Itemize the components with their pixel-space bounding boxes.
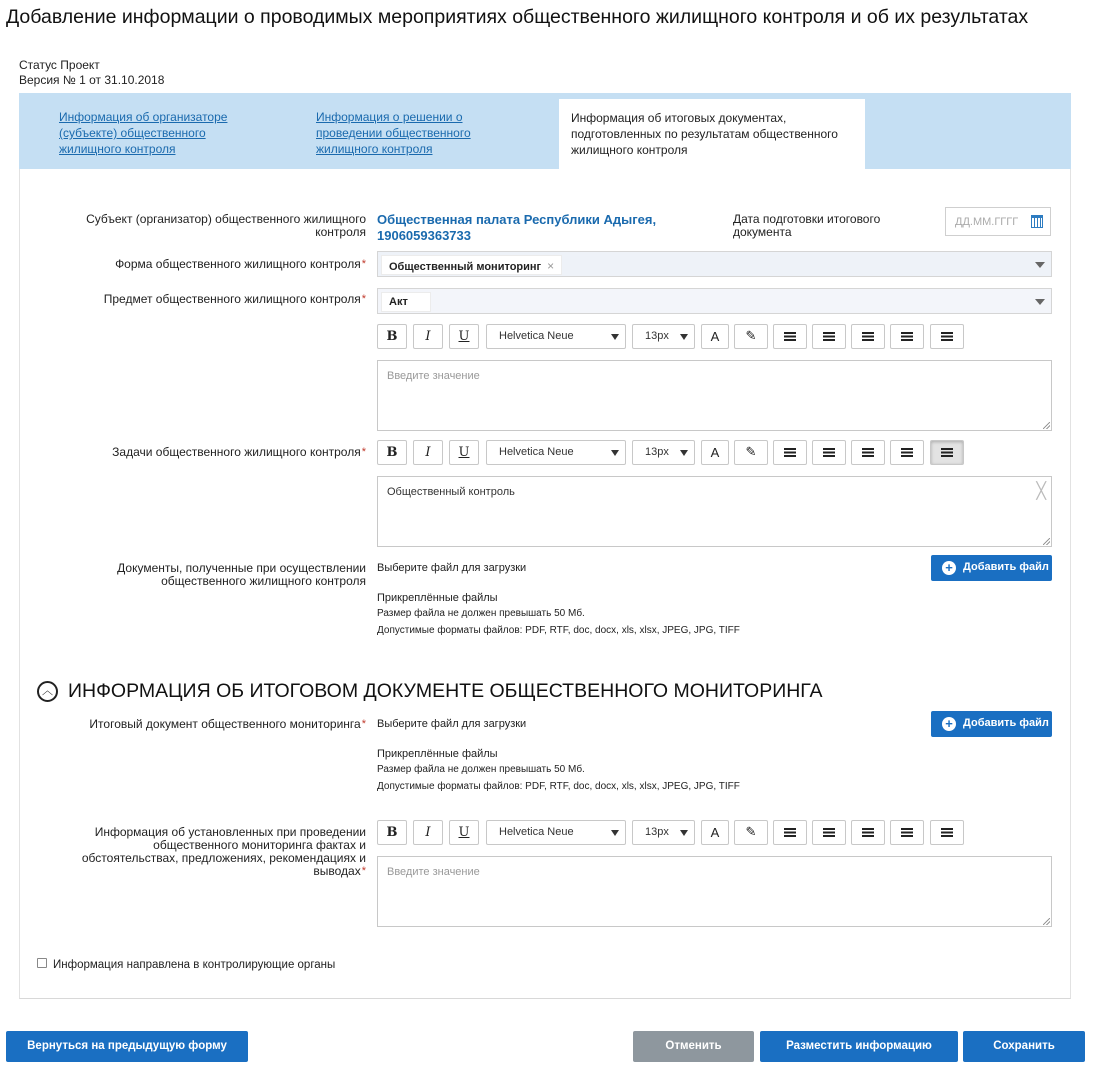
eraser-icon: ✎ xyxy=(745,445,757,460)
size-limit-note: Размер файла не должен превышать 50 Мб. xyxy=(377,764,585,775)
italic-button[interactable]: I xyxy=(413,820,443,845)
page-title: Добавление информации о проводимых мероприятиях общественного жилищного контроля и об их результатах xyxy=(6,6,1029,28)
chevron-down-icon xyxy=(611,450,619,456)
align-left-button[interactable] xyxy=(851,820,885,845)
align-right-button[interactable] xyxy=(930,324,964,349)
bullet-list-button[interactable] xyxy=(812,324,846,349)
chevron-down-icon[interactable] xyxy=(1035,262,1045,268)
bullet-list-icon xyxy=(823,332,835,341)
clear-icon[interactable]: ╳ xyxy=(1036,483,1046,500)
eraser-icon: ✎ xyxy=(745,329,757,344)
align-center-icon xyxy=(901,332,913,341)
bold-button[interactable]: B xyxy=(377,324,407,349)
font-family-select[interactable]: Helvetica Neue xyxy=(486,440,626,465)
ordered-list-button[interactable] xyxy=(773,440,807,465)
ordered-list-icon xyxy=(784,828,796,837)
underline-button[interactable]: U xyxy=(449,324,479,349)
font-family-select[interactable]: Helvetica Neue xyxy=(486,820,626,845)
subject-matter-select[interactable] xyxy=(377,288,1052,314)
bullet-list-button[interactable] xyxy=(812,820,846,845)
eraser-button[interactable] xyxy=(734,820,768,845)
subject-label: Субъект (организатор) общественного жилищного контроля xyxy=(86,212,366,239)
align-center-icon xyxy=(901,828,913,837)
bullet-list-icon xyxy=(823,828,835,837)
status-block xyxy=(19,58,164,88)
eraser-icon: ✎ xyxy=(745,825,757,840)
bold-button[interactable]: B xyxy=(377,440,407,465)
font-color-button[interactable]: A xyxy=(701,440,729,465)
facts-label: Информация об установленных при проведении общественного мониторинга фактах и обстоятельствах, предложениях, рекомендациях и выводах* xyxy=(81,825,366,878)
align-center-button[interactable] xyxy=(890,820,924,845)
tasks-text: Общественный контроль xyxy=(387,486,515,498)
final-doc-label: Итоговый документ общественного мониторинга* xyxy=(89,717,366,731)
form-label: Форма общественного жилищного контроля* xyxy=(115,257,366,271)
font-family-select[interactable]: Helvetica Neue xyxy=(486,324,626,349)
italic-button[interactable]: I xyxy=(413,440,443,465)
ordered-list-icon xyxy=(784,332,796,341)
tasks-textarea[interactable] xyxy=(377,476,1052,547)
ordered-list-button[interactable] xyxy=(773,324,807,349)
choose-file-text: Выберите файл для загрузки xyxy=(377,718,527,730)
bullet-list-button[interactable] xyxy=(812,440,846,465)
required-mark: * xyxy=(361,865,366,877)
bold-button[interactable]: B xyxy=(377,820,407,845)
align-left-icon xyxy=(862,828,874,837)
align-right-button[interactable] xyxy=(930,440,964,465)
date-label: Дата подготовки итогового документа xyxy=(733,212,881,239)
underline-button[interactable]: U xyxy=(449,820,479,845)
align-right-icon xyxy=(941,448,953,457)
italic-button[interactable]: I xyxy=(413,324,443,349)
add-file-button[interactable]: + Добавить файл xyxy=(931,711,1052,737)
subject-value: Общественная палата Республики Адыгея, 1906059363733 xyxy=(377,212,657,243)
textarea-placeholder: Введите значение xyxy=(387,866,480,878)
subject-matter-label: Предмет общественного жилищного контроля* xyxy=(103,292,366,306)
font-color-button[interactable]: A xyxy=(701,324,729,349)
align-left-icon xyxy=(862,448,874,457)
ordered-list-icon xyxy=(784,448,796,457)
editor-toolbar xyxy=(377,820,1052,846)
tab-organizer-info[interactable]: Информация об организаторе (субъекте) общественного жилищного контроля xyxy=(59,110,228,156)
font-color-button[interactable]: A xyxy=(701,820,729,845)
chevron-down-icon xyxy=(611,334,619,340)
align-left-icon xyxy=(862,332,874,341)
formats-note: Допустимые форматы файлов: PDF, RTF, doc, docx, xls, xlsx, JPEG, JPG, TIFF xyxy=(377,625,740,636)
resize-handle[interactable] xyxy=(1043,538,1050,545)
status-text: Статус Проект xyxy=(19,58,100,72)
align-center-icon xyxy=(901,448,913,457)
choose-file-text: Выберите файл для загрузки xyxy=(377,562,527,574)
required-mark: * xyxy=(361,258,366,270)
plus-icon: + xyxy=(942,561,956,575)
align-center-button[interactable] xyxy=(890,324,924,349)
required-mark: * xyxy=(361,718,366,730)
attached-files-label: Прикреплённые файлы xyxy=(377,748,498,760)
chevron-down-icon xyxy=(680,830,688,836)
align-right-button[interactable] xyxy=(930,820,964,845)
tab-final-documents[interactable]: Информация об итоговых документах, подготовленных по результатам общественного жилищного контроля xyxy=(559,99,865,170)
tasks-label: Задачи общественного жилищного контроля* xyxy=(112,445,366,459)
attached-files-label: Прикреплённые файлы xyxy=(377,592,498,604)
size-limit-note: Размер файла не должен превышать 50 Мб. xyxy=(377,608,585,619)
resize-handle[interactable] xyxy=(1043,422,1050,429)
bullet-list-icon xyxy=(823,448,835,457)
editor-toolbar xyxy=(377,440,1052,466)
collapse-icon[interactable]: ︿ xyxy=(37,681,58,702)
selected-tag: Общественный мониторинг × xyxy=(381,255,562,275)
back-button[interactable]: Вернуться на предыдущую форму xyxy=(6,1031,248,1062)
chevron-down-icon xyxy=(680,334,688,340)
selected-value: Акт xyxy=(381,292,431,312)
font-size-select[interactable]: 13px xyxy=(632,820,695,845)
documents-label: Документы, полученные при осуществлении общественного жилищного контроля xyxy=(117,561,366,588)
subject-matter-textarea[interactable] xyxy=(377,360,1052,431)
chevron-down-icon xyxy=(680,450,688,456)
sent-to-authorities-label[interactable]: Информация направлена в контролирующие органы xyxy=(53,959,336,971)
facts-textarea[interactable] xyxy=(377,856,1052,927)
formats-note: Допустимые форматы файлов: PDF, RTF, doc, docx, xls, xlsx, JPEG, JPG, TIFF xyxy=(377,781,740,792)
eraser-button[interactable] xyxy=(734,324,768,349)
date-placeholder: ДД.ММ.ГГГГ xyxy=(955,216,1019,228)
save-button[interactable]: Сохранить xyxy=(963,1031,1085,1062)
textarea-placeholder: Введите значение xyxy=(387,370,480,382)
font-size-select[interactable]: 13px xyxy=(632,324,695,349)
calendar-icon[interactable] xyxy=(1031,215,1043,228)
remove-tag-icon[interactable]: × xyxy=(547,259,555,273)
section-title: ИНФОРМАЦИЯ ОБ ИТОГОВОМ ДОКУМЕНТЕ ОБЩЕСТВЕННОГО МОНИТОРИНГА xyxy=(68,680,823,702)
editor-toolbar xyxy=(377,324,1052,350)
tab-decision-info[interactable]: Информация о решении о проведении общественного жилищного контроля xyxy=(316,110,471,156)
date-input[interactable] xyxy=(945,207,1051,236)
sent-to-authorities-checkbox[interactable] xyxy=(37,958,47,968)
chevron-down-icon[interactable] xyxy=(1035,299,1045,305)
ordered-list-button[interactable] xyxy=(773,820,807,845)
font-size-select[interactable]: 13px xyxy=(632,440,695,465)
align-left-button[interactable] xyxy=(851,324,885,349)
align-left-button[interactable] xyxy=(851,440,885,465)
form-select[interactable] xyxy=(377,251,1052,277)
required-mark: * xyxy=(361,293,366,305)
version-text: Версия № 1 от 31.10.2018 xyxy=(19,73,165,87)
underline-button[interactable]: U xyxy=(449,440,479,465)
align-right-icon xyxy=(941,332,953,341)
required-mark: * xyxy=(361,446,366,458)
plus-icon: + xyxy=(942,717,956,731)
eraser-button[interactable] xyxy=(734,440,768,465)
align-right-icon xyxy=(941,828,953,837)
add-file-button[interactable]: + Добавить файл xyxy=(931,555,1052,581)
align-center-button[interactable] xyxy=(890,440,924,465)
tab-bar xyxy=(19,93,1071,169)
cancel-button[interactable]: Отменить xyxy=(633,1031,754,1062)
chevron-down-icon xyxy=(611,830,619,836)
resize-handle[interactable] xyxy=(1043,918,1050,925)
publish-button[interactable]: Разместить информацию xyxy=(760,1031,958,1062)
